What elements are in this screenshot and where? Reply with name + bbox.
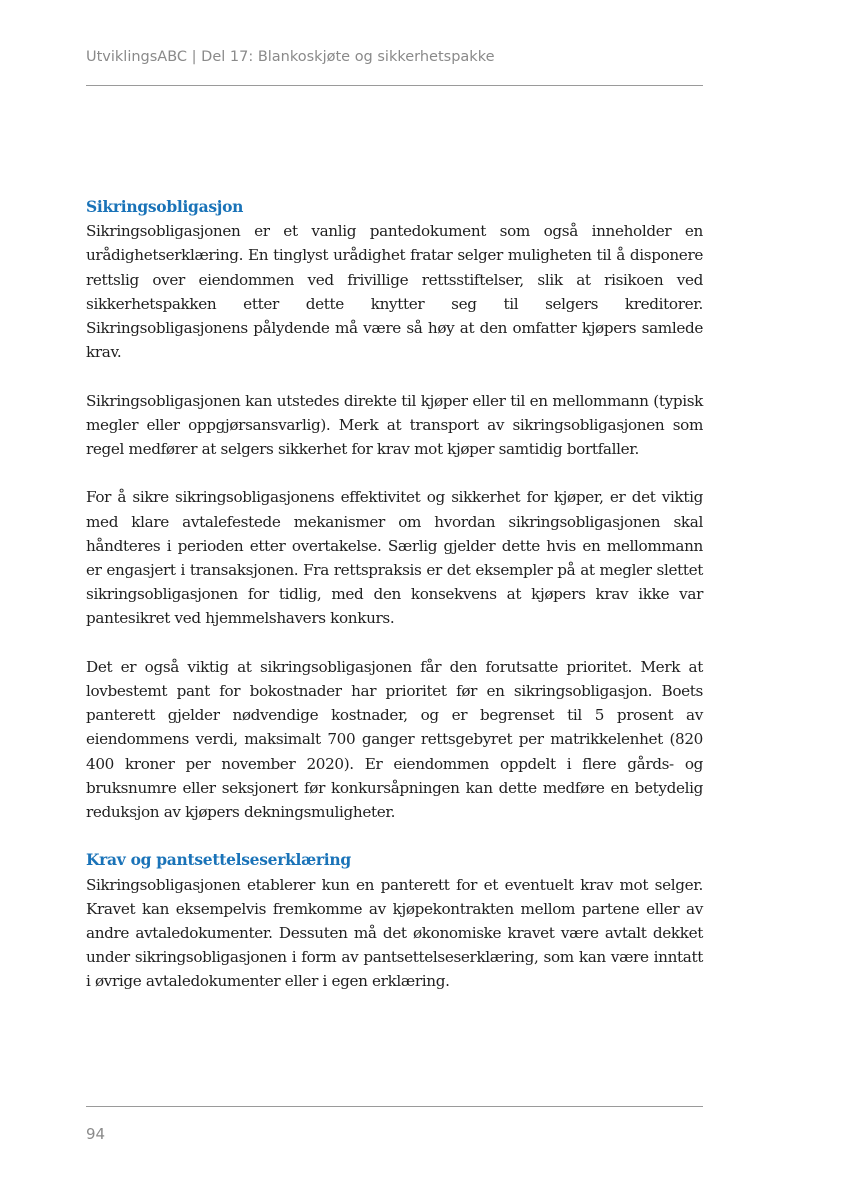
paragraph: Det er også viktig at sikringsobligasjonen får den forutsatte prioritet. Merk at lovbestemt pant for bokostnader har prioritet før en sikringsobligasjon. Boets panterett gjelder nødvendige kostnader, og er begrenset til 5 prosent av eiendommens verdi, maksimalt 700 ganger rettsgebyret per matrikkelenhet (820 400 kroner per november 2020). Er eiendommen oppdelt i flere gårds- og bruksnumre eller seksjonert før konkursåpningen kan dette medføre en betydelig reduksjon av kjøpers dekningsmuligheter. xyxy=(86,657,703,822)
page-body xyxy=(86,195,703,994)
paragraph: Sikringsobligasjonen etablerer kun en panterett for et eventuelt krav mot selger. Kravet kan eksempelvis fremkomme av kjøpekontrakten mellom partene eller av andre avtaledokumenter. Dessuten må det økonomiske kravet være avtalt dekket under sikringsobligasjonen i form av pantsettelseserklæring, som kan være inntatt i øvrige avtaledokumenter eller i egen erklæring. xyxy=(86,875,703,991)
running-header: UtviklingsABC | Del 17: Blankoskjøte og sikkerhetspakke xyxy=(86,49,495,65)
paragraph: Sikringsobligasjonen er et vanlig pantedokument som også inneholder en urådighetserklæring. En tinglyst urådighet fratar selger muligheten til å disponere rettslig over eiendommen ved frivillige rettsstiftelser, slik at risikoen ved sikkerhetspakken etter dette knytter seg til selgers kreditorer. Sikringsobligasjonens pålydende må være så høy at den omfatter kjøpers samlede krav. xyxy=(86,222,703,362)
page-number: 94 xyxy=(86,1125,106,1143)
section-heading-krav-og-pantsettelseserklaering: Krav og pantsettelseserklæring xyxy=(86,850,351,870)
paragraph: Sikringsobligasjonen kan utstedes direkte til kjøper eller til en mellommann (typisk megler eller oppgjørsansvarlig). Merk at transport av sikringsobligasjonen som regel medfører at selgers sikkerhet for krav mot kjøper samtidig bortfaller. xyxy=(86,391,703,459)
section-heading-sikringsobligasjon: Sikringsobligasjon xyxy=(86,197,244,216)
paragraph: For å sikre sikringsobligasjonens effektivitet og sikkerhet for kjøper, er det viktig med klare avtalefestede mekanismer om hvordan sikringsobligasjonen skal håndteres i perioden etter overtakelse. Særlig gjelder dette hvis en mellommann er engasjert i transaksjonen. Fra rettspraksis er det eksempler på at megler slettet sikringsobligasjonen for tidlig, med den konsekvens at kjøpers krav ikke var pantesikret ved hjemmelshavers konkurs. xyxy=(86,488,703,628)
header-divider xyxy=(86,85,703,86)
footer-divider xyxy=(86,1106,703,1107)
